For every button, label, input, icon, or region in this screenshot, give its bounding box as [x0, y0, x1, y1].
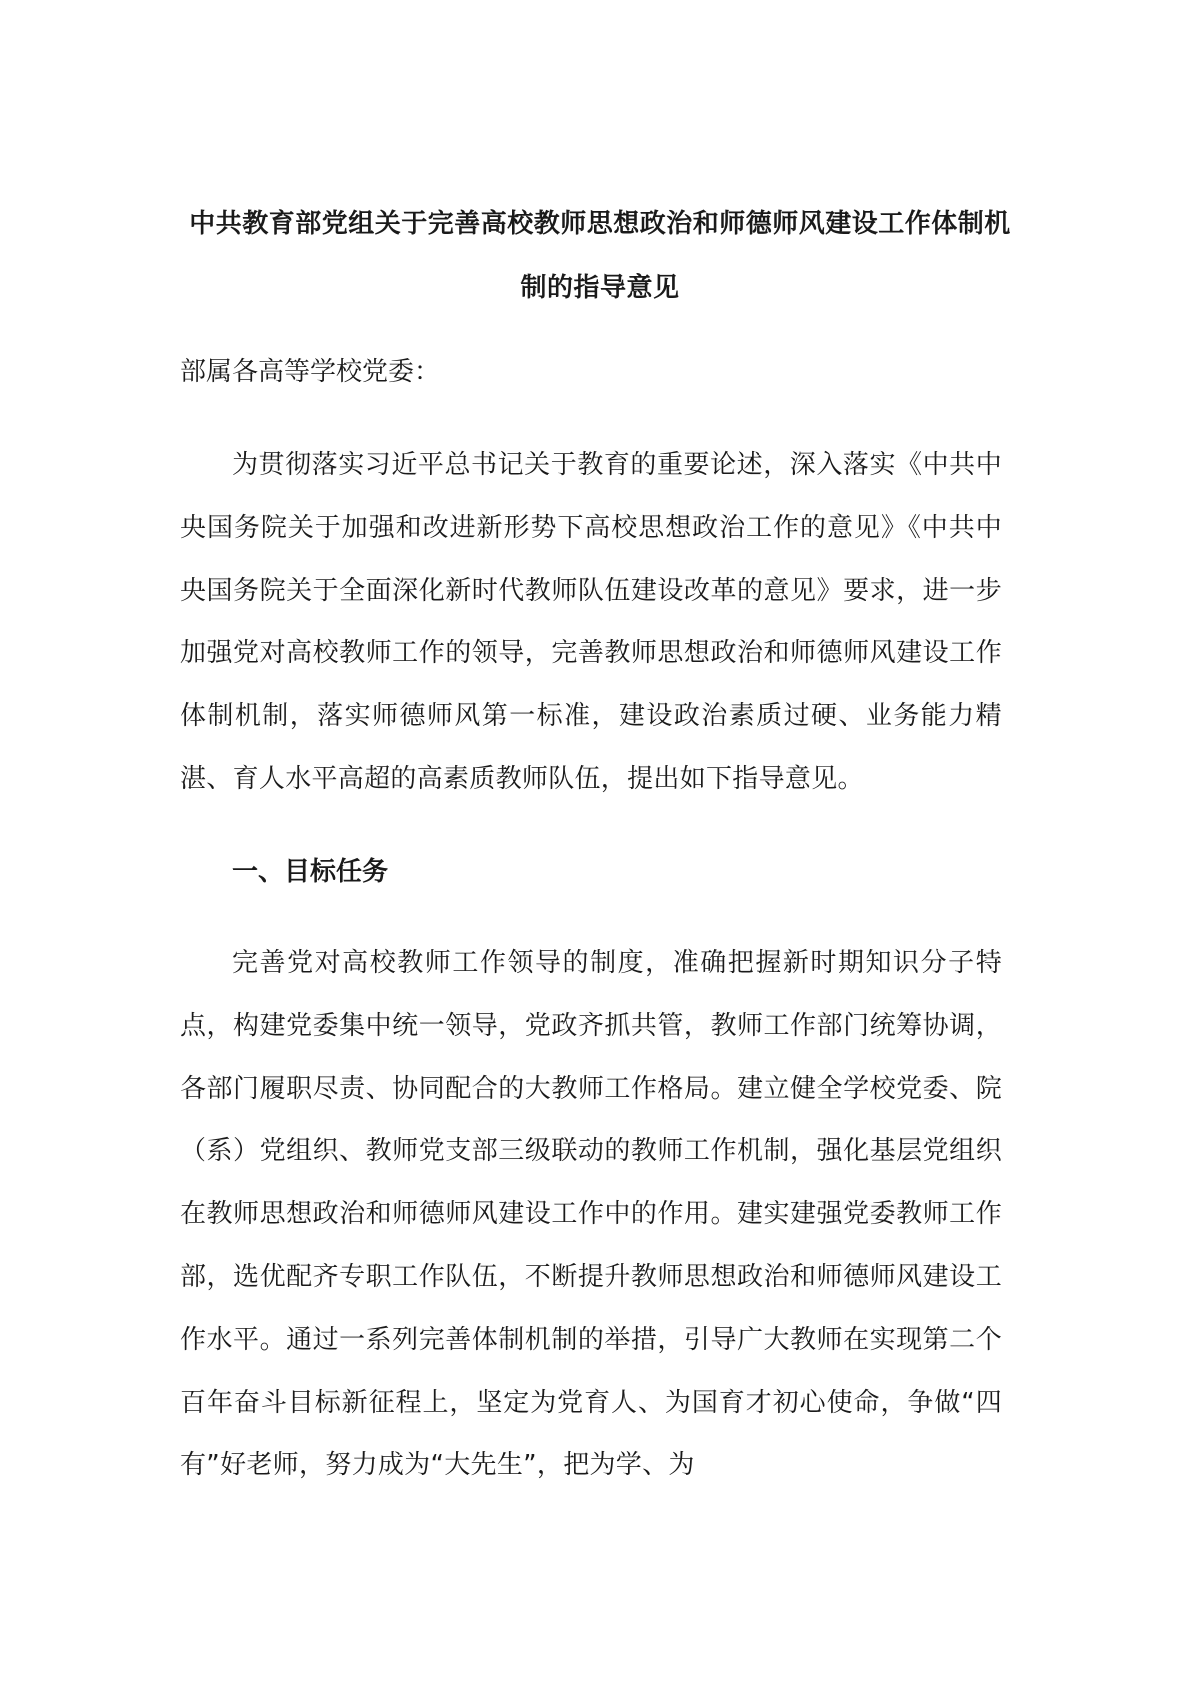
document-title: 中共教育部党组关于完善高校教师思想政治和师德师风建设工作体制机制的指导意见 [189, 209, 1011, 303]
salutation: 部属各高等学校党委： [180, 357, 441, 387]
section-paragraph: 完善党对高校教师工作领导的制度，准确把握新时期知识分子特点，构建党委集中统一领导，党政齐抓共管，教师工作部门统筹协调，各部门履职尽责、协同配合的大教师工作格局。建立健全学校党委、院（系）党组织、教师党支部三级联动的教师工作机制，强化基层党组织在教师思想政治和师德师风建设工作中的作用。建实建强党委教师工作部，选优配齐专职工作队伍，不断提升教师思想政治和师德师风建设工作水平。通过一系列完善体制机制的举措，引导广大教师在实现第二个百年奋斗目标新征程上，坚定为党育人、为国育才初心使命，争做“四有”好老师，努力成为“大先生”，把为学、为 [180, 948, 1002, 1481]
section-heading: 一、目标任务 [232, 857, 389, 887]
intro-paragraph: 为贯彻落实习近平总书记关于教育的重要论述，深入落实《中共中央国务院关于加强和改进新形势下高校思想政治工作的意见》《中共中央国务院关于全面深化新时代教师队伍建设改革的意见》要求，进一步加强党对高校教师工作的领导，完善教师思想政治和师德师风建设工作体制机制，落实师德师风第一标准，建设政治素质过硬、业务能力精湛、育人水平高超的高素质教师队伍，提出如下指导意见。 [180, 450, 1002, 794]
